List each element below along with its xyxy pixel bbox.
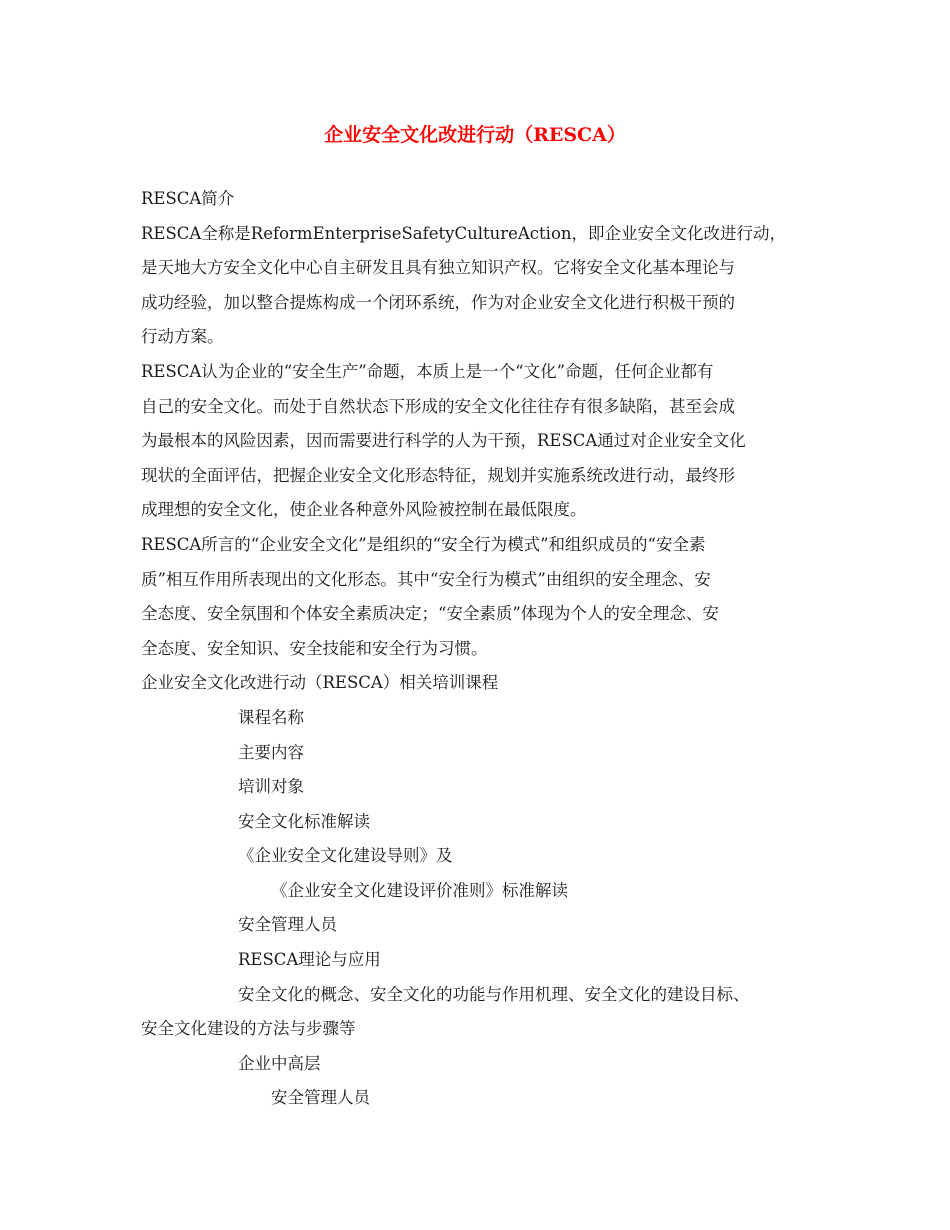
paragraph-line: 质”相互作用所表现出的文化形态。其中“安全行为模式”由组织的安全理念、安 xyxy=(141,569,711,589)
paragraph-line: 为最根本的风险因素，因而需要进行科学的人为干预，RESCA通过对企业安全文化 xyxy=(141,431,746,451)
paragraph-line: 现状的全面评估，把握企业安全文化形态特征，规划并实施系统改进行动，最终形 xyxy=(141,465,735,485)
course-content-cell: 《企业安全文化建设评价准则》标准解读 xyxy=(271,880,568,900)
paragraph-line: 成功经验，加以整合提炼构成一个闭环系统，作为对企业安全文化进行积极干预的 xyxy=(141,292,735,312)
table-header-audience: 培训对象 xyxy=(238,777,304,797)
course-audience-cell: 企业中高层 xyxy=(238,1053,321,1073)
course-audience-cell: 安全管理人员 xyxy=(271,1088,370,1108)
course-name-cell: RESCA理论与应用 xyxy=(238,950,381,970)
document-body xyxy=(141,182,821,1116)
table-header-course-name: 课程名称 xyxy=(238,707,304,727)
paragraph-line: RESCA全称是ReformEnterpriseSafetyCultureAction，即企业安全文化改进行动， xyxy=(141,223,787,243)
paragraph-line: 自己的安全文化。而处于自然状态下形成的安全文化往往存有很多缺陷，甚至会成 xyxy=(141,396,735,416)
paragraph-line: 全态度、安全氛围和个体安全素质决定；“安全素质”体现为个人的安全理念、安 xyxy=(141,604,719,624)
paragraph-line: 全态度、安全知识、安全技能和安全行为习惯。 xyxy=(141,638,488,658)
paragraph-line: 行动方案。 xyxy=(141,327,224,347)
section-heading-courses: 企业安全文化改进行动（RESCA）相关培训课程 xyxy=(141,673,499,693)
paragraph-line: 是天地大方安全文化中心自主研发且具有独立知识产权。它将安全文化基本理论与 xyxy=(141,258,735,278)
table-header-main-content: 主要内容 xyxy=(238,742,304,762)
paragraph-line: RESCA所言的“企业安全文化”是组织的“安全行为模式”和组织成员的“安全素 xyxy=(141,534,706,554)
course-content-cell: 《企业安全文化建设导则》及 xyxy=(238,846,453,866)
paragraph-line: RESCA认为企业的“安全生产”命题，本质上是一个“文化”命题，任何企业都有 xyxy=(141,361,714,381)
document-title: 企业安全文化改进行动（RESCA） xyxy=(324,124,626,146)
paragraph-line: 成理想的安全文化，使企业各种意外风险被控制在最低限度。 xyxy=(141,500,587,520)
course-content-cell: 安全文化建设的方法与步骤等 xyxy=(141,1019,356,1039)
course-audience-cell: 安全管理人员 xyxy=(238,915,337,935)
course-content-cell: 安全文化的概念、安全文化的功能与作用机理、安全文化的建设目标、 xyxy=(238,984,750,1004)
course-name-cell: 安全文化标准解读 xyxy=(238,811,370,831)
section-heading-intro: RESCA简介 xyxy=(141,189,235,208)
